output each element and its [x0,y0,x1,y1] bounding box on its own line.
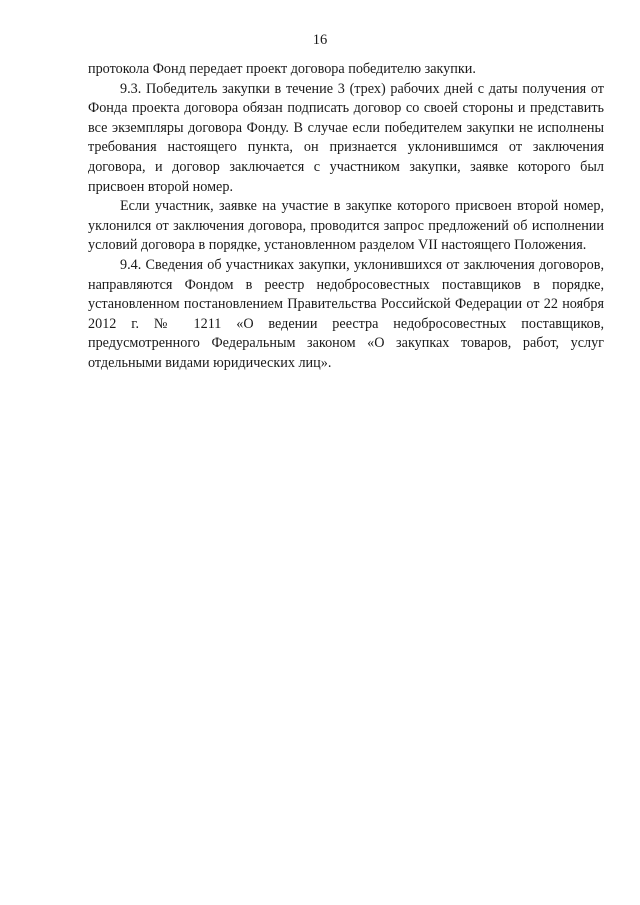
paragraph-9-4: 9.4. Сведения об участниках закупки, уклонившихся от заключения договоров, направляются Фондом в реестр недобросовестных поставщиков в порядке, установленном постановлением Правительства Российской Федерации от 22 ноября 2012 г. № 1211 «О ведении реестра недобросовестных поставщиков, предусмотренного Федеральным законом «О закупках товаров, работ, услуг отдельными видами юридических лиц». [88,256,604,371]
page-number: 16 [312,32,328,48]
paragraph-second-participant: Если участник, заявке на участие в закупке которого присвоен второй номер, уклонился от заключения договора, проводится запрос предложений об исполнении условий договора в порядке, установленном разделом VII настоящего Положения. [88,198,604,254]
document-body [88,60,604,374]
paragraph-continuation: протокола Фонд передает проект договора победителю закупки. [88,61,476,77]
paragraph-9-3: 9.3. Победитель закупки в течение 3 (трех) рабочих дней с даты получения от Фонда проекта договора обязан подписать договор со своей стороны и представить все экземпляры договора Фонду. В случае если победителем закупки не исполнены требования настоящего пункта, он признается уклонившимся от заключения договора, и договор заключается с участником закупки, заявке которого был присвоен второй номер. [88,80,604,195]
